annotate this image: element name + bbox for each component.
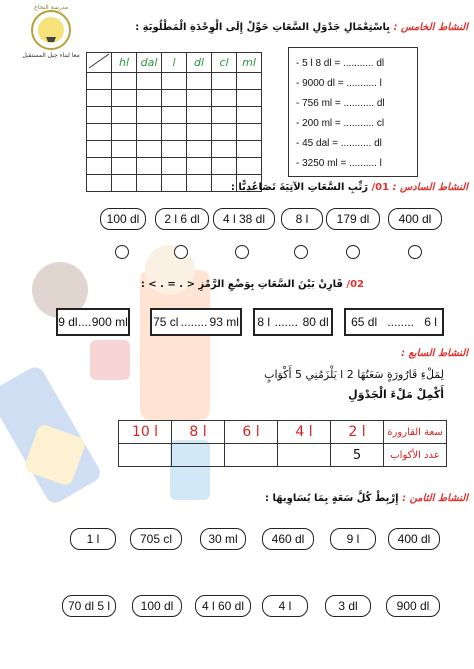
table-cell[interactable] (87, 73, 112, 90)
conversion-row-2: - 9000 dl = ........... l (296, 78, 382, 89)
q2-title (141, 279, 364, 290)
table-cell[interactable] (162, 158, 187, 175)
section6-label: النشاط السادس : (392, 182, 468, 193)
conversion-row-1: - 5 l 8 dl = ........... dl (296, 58, 385, 69)
section7-instruction: أَكْمِلْ مَلْءَ الْجَدْوَلِ (348, 388, 444, 401)
order-answer-circle[interactable] (346, 245, 360, 259)
cups-table (118, 420, 447, 467)
match-top-item[interactable]: 9 l (330, 528, 376, 550)
q2-number: 02/ (346, 279, 364, 290)
match-top-item[interactable]: 1 l (70, 528, 116, 550)
table-cell[interactable] (187, 158, 212, 175)
cups-cell[interactable] (278, 444, 331, 467)
order-item: 179 dl (326, 208, 380, 230)
conversion-row-4: - 200 ml = ........... cl (296, 118, 385, 129)
header-cl: cl (212, 53, 237, 73)
table-cell[interactable] (237, 158, 262, 175)
cups-cell: 5 (331, 444, 384, 467)
capacity-cell: 2 l (331, 421, 384, 444)
section8-instruction: إِرْبِطْ كُلَّ سَعَةٍ بِمَا يُسَاوِيهَا : (265, 493, 399, 504)
compare-box[interactable]: 65 dl ........ 6 l (344, 308, 444, 336)
order-answer-circle[interactable] (174, 245, 188, 259)
table-cell[interactable] (87, 158, 112, 175)
school-logo (6, 4, 96, 66)
order-answer-circle[interactable] (115, 245, 129, 259)
match-top-item[interactable]: 30 ml (200, 528, 246, 550)
section6-title (231, 182, 468, 193)
conversion-row-5: - 45 dal = ........... dl (296, 138, 382, 149)
section8-label: النشاط الثامن : (402, 493, 468, 504)
table-cell[interactable] (112, 107, 137, 124)
compare-box[interactable]: 75 cl ........ 93 ml (150, 308, 242, 336)
table-cell[interactable] (112, 124, 137, 141)
capacity-cell: 6 l (225, 421, 278, 444)
match-bottom-item[interactable]: 3 dl (325, 595, 371, 617)
table-cell[interactable] (112, 141, 137, 158)
q1-text: رَتِّبِ السَّعَاتِ الآتِيَةَ تَصَاعُدِيًّا : (230, 182, 368, 193)
logo-bottom-text: معا لبناء جيل المستقبل (22, 52, 80, 59)
header-hl: hl (112, 53, 137, 73)
capacity-cell: 8 l (172, 421, 225, 444)
table-cell[interactable] (237, 107, 262, 124)
table-cell[interactable] (137, 90, 162, 107)
table-cell[interactable] (137, 73, 162, 90)
table-cell[interactable] (187, 141, 212, 158)
table-cell[interactable] (237, 124, 262, 141)
q1-number: 01/ (371, 182, 390, 193)
match-bottom-item[interactable]: 100 dl (132, 595, 182, 617)
table-cell[interactable] (187, 90, 212, 107)
table-cell[interactable] (237, 73, 262, 90)
table-cell[interactable] (87, 124, 112, 141)
table-cell[interactable] (212, 90, 237, 107)
section5-label: النشاط الخامس : (393, 22, 468, 33)
capacity-cell: 4 l (278, 421, 331, 444)
cups-cell[interactable] (172, 444, 225, 467)
order-item: 4 l 38 dl (213, 208, 275, 230)
section7-problem: لِمَلْءِ قَارُورَةٍ سَعَتُهَا 2 l يَلْزَمُنِي 5 أَكْوَابٍ (264, 368, 444, 381)
match-bottom-item[interactable]: 4 l 60 dl (195, 595, 251, 617)
table-cell[interactable] (112, 90, 137, 107)
table-cell[interactable] (212, 107, 237, 124)
table-cell[interactable] (112, 175, 137, 192)
order-item: 400 dl (388, 208, 442, 230)
table-cell[interactable] (187, 107, 212, 124)
conversion-row-3: - 756 ml = ........... dl (296, 98, 385, 109)
table-cell[interactable] (162, 124, 187, 141)
header-l: l (162, 53, 187, 73)
conversion-row-6: - 3250 ml = .......... l (296, 158, 382, 169)
match-bottom-item[interactable]: 70 dl 5 l (62, 595, 116, 617)
table-cell[interactable] (162, 90, 187, 107)
table-cell[interactable] (162, 73, 187, 90)
header-dl: dl (187, 53, 212, 73)
table-cell[interactable] (162, 175, 187, 192)
table-cell[interactable] (212, 124, 237, 141)
table-cell[interactable] (137, 175, 162, 192)
table-cell[interactable] (162, 141, 187, 158)
row-label-cups: عدد الأكواب (384, 444, 447, 467)
table-cell[interactable] (212, 73, 237, 90)
section5-instruction: بِاسْتِعْمَالِ جَدْوَلِ السَّعَاتِ حَوِّلْ إِلَى الْوِحْدَةِ الْمَطْلُوبَةِ : (135, 22, 391, 33)
cups-cell[interactable] (225, 444, 278, 467)
table-cell[interactable] (137, 124, 162, 141)
section7-title (401, 348, 468, 359)
table-cell[interactable] (187, 175, 212, 192)
section7-label: النشاط السابع : (401, 348, 468, 359)
table-cell[interactable] (137, 141, 162, 158)
table-cell[interactable] (187, 124, 212, 141)
capacity-cell: 10 l (119, 421, 172, 444)
table-cell[interactable] (137, 107, 162, 124)
table-cell[interactable] (237, 90, 262, 107)
table-cell[interactable] (87, 141, 112, 158)
cups-cell[interactable] (119, 444, 172, 467)
table-cell[interactable] (87, 175, 112, 192)
background-illustration (0, 230, 300, 530)
table-cell[interactable] (187, 73, 212, 90)
match-top-item[interactable]: 705 cl (130, 528, 182, 550)
header-dal: dal (137, 53, 162, 73)
table-cell[interactable] (212, 158, 237, 175)
compare-box[interactable]: 9 dl .... 900 ml (56, 308, 130, 336)
table-cell[interactable] (212, 141, 237, 158)
table-cell[interactable] (237, 141, 262, 158)
table-cell[interactable] (112, 73, 137, 90)
row-label-capacity: سعة القارورة (384, 421, 447, 444)
section5-title (135, 22, 468, 33)
compare-box[interactable]: 8 l ....... 80 dl (253, 308, 333, 336)
order-item: 100 dl (100, 208, 146, 230)
table-cell[interactable] (87, 90, 112, 107)
order-answer-circle[interactable] (408, 245, 422, 259)
q2-text: قَارِنْ بَيْنَ السَّعَاتِ بِوَضْعِ الرَّمْزِ < . = . > : (140, 279, 343, 290)
match-top-item[interactable]: 460 dl (262, 528, 314, 550)
order-answer-circle[interactable] (235, 245, 249, 259)
table-cell[interactable] (162, 107, 187, 124)
header-ml: ml (237, 53, 262, 73)
table-cell[interactable] (87, 107, 112, 124)
table-cell[interactable] (137, 158, 162, 175)
order-item: 8 l (281, 208, 323, 230)
logo-top-text: مدرسة النجاح (33, 4, 69, 11)
conversion-table (86, 52, 262, 192)
match-bottom-item[interactable]: 900 dl (386, 595, 440, 617)
section8-title (265, 493, 468, 504)
order-item: 2 l 6 dl (155, 208, 209, 230)
match-top-item[interactable]: 400 dl (388, 528, 440, 550)
order-answer-circle[interactable] (294, 245, 308, 259)
match-bottom-item[interactable]: 4 l (262, 595, 308, 617)
table-cell[interactable] (112, 158, 137, 175)
diagonal-cell (87, 53, 112, 73)
